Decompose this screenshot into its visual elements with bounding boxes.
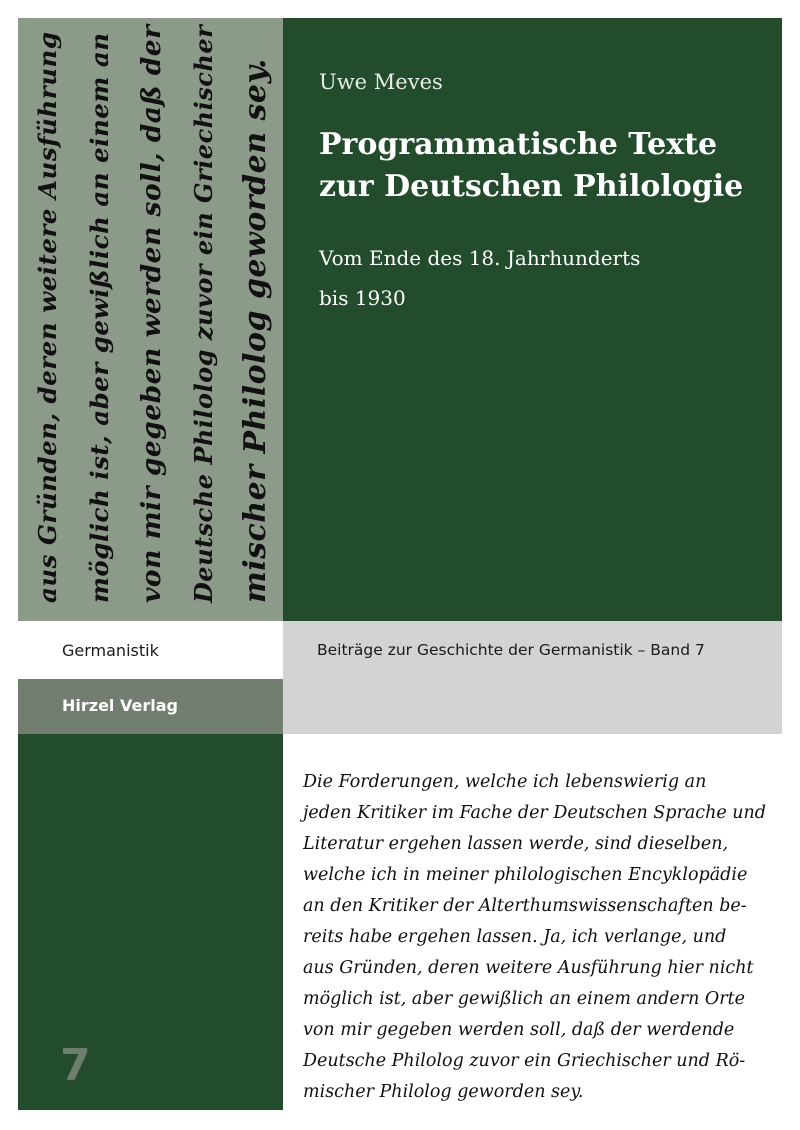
quote-line: Deutsche Philolog zuvor ein Griechischer und Rö- <box>303 1051 746 1071</box>
quote-line: von mir gegeben werden soll, daß der werdende <box>303 1020 735 1040</box>
quote-line: Literatur ergehen lassen werde, sind dieselben, <box>303 834 729 854</box>
fraktur-line: aus Gründen, deren weitere Ausführung <box>33 31 62 603</box>
book-title <box>319 124 769 208</box>
publisher-name: Hirzel Verlag <box>62 696 178 715</box>
quote-line: reits habe ergehen lassen. Ja, ich verlange, und <box>303 927 727 947</box>
rotated-fraktur-block <box>18 18 283 621</box>
fraktur-line: von mir gegeben werden soll, daß der <box>136 24 167 603</box>
quote-line: welche ich in meiner philologischen Encyklopädie <box>303 865 748 885</box>
book-subtitle <box>319 238 769 318</box>
quote-line: an den Kritiker der Alterthumswissenschaften be- <box>303 896 747 916</box>
book-title-line: zur Deutschen Philologie <box>319 169 744 204</box>
quote-line: möglich ist, aber gewißlich an einem andern Orte <box>303 989 746 1009</box>
field-label: Germanistik <box>62 641 159 660</box>
quote-panel <box>283 734 782 1110</box>
quote-line: aus Gründen, deren weitere Ausführung hier nicht <box>303 958 754 978</box>
fraktur-line: mischer Philolog geworden sey. <box>238 58 273 603</box>
fraktur-line: möglich ist, aber gewißlich an einem an <box>85 32 114 603</box>
author-name: Uwe Meves <box>319 70 443 94</box>
field-band <box>18 621 283 679</box>
quote-line: jeden Kritiker im Fache der Deutschen Sprache und <box>303 803 767 823</box>
series-title: Beiträge zur Geschichte der Germanistik – Band 7 <box>317 641 705 659</box>
book-subtitle-line: bis 1930 <box>319 286 406 310</box>
quote-line: Die Forderungen, welche ich lebenswierig an <box>303 772 707 792</box>
book-cover <box>18 18 782 1110</box>
book-title-line: Programmatische Texte <box>319 127 718 162</box>
quote-line: mischer Philolog geworden sey. <box>303 1082 584 1102</box>
publisher-band <box>18 679 283 734</box>
title-panel <box>283 18 782 621</box>
fraktur-line: Deutsche Philolog zuvor ein Griechischer <box>189 24 218 603</box>
volume-panel <box>18 734 283 1110</box>
volume-number: 7 <box>60 1040 91 1091</box>
series-band <box>283 621 782 734</box>
fraktur-text-panel <box>18 18 283 621</box>
book-subtitle-line: Vom Ende des 18. Jahrhunderts <box>319 246 641 270</box>
